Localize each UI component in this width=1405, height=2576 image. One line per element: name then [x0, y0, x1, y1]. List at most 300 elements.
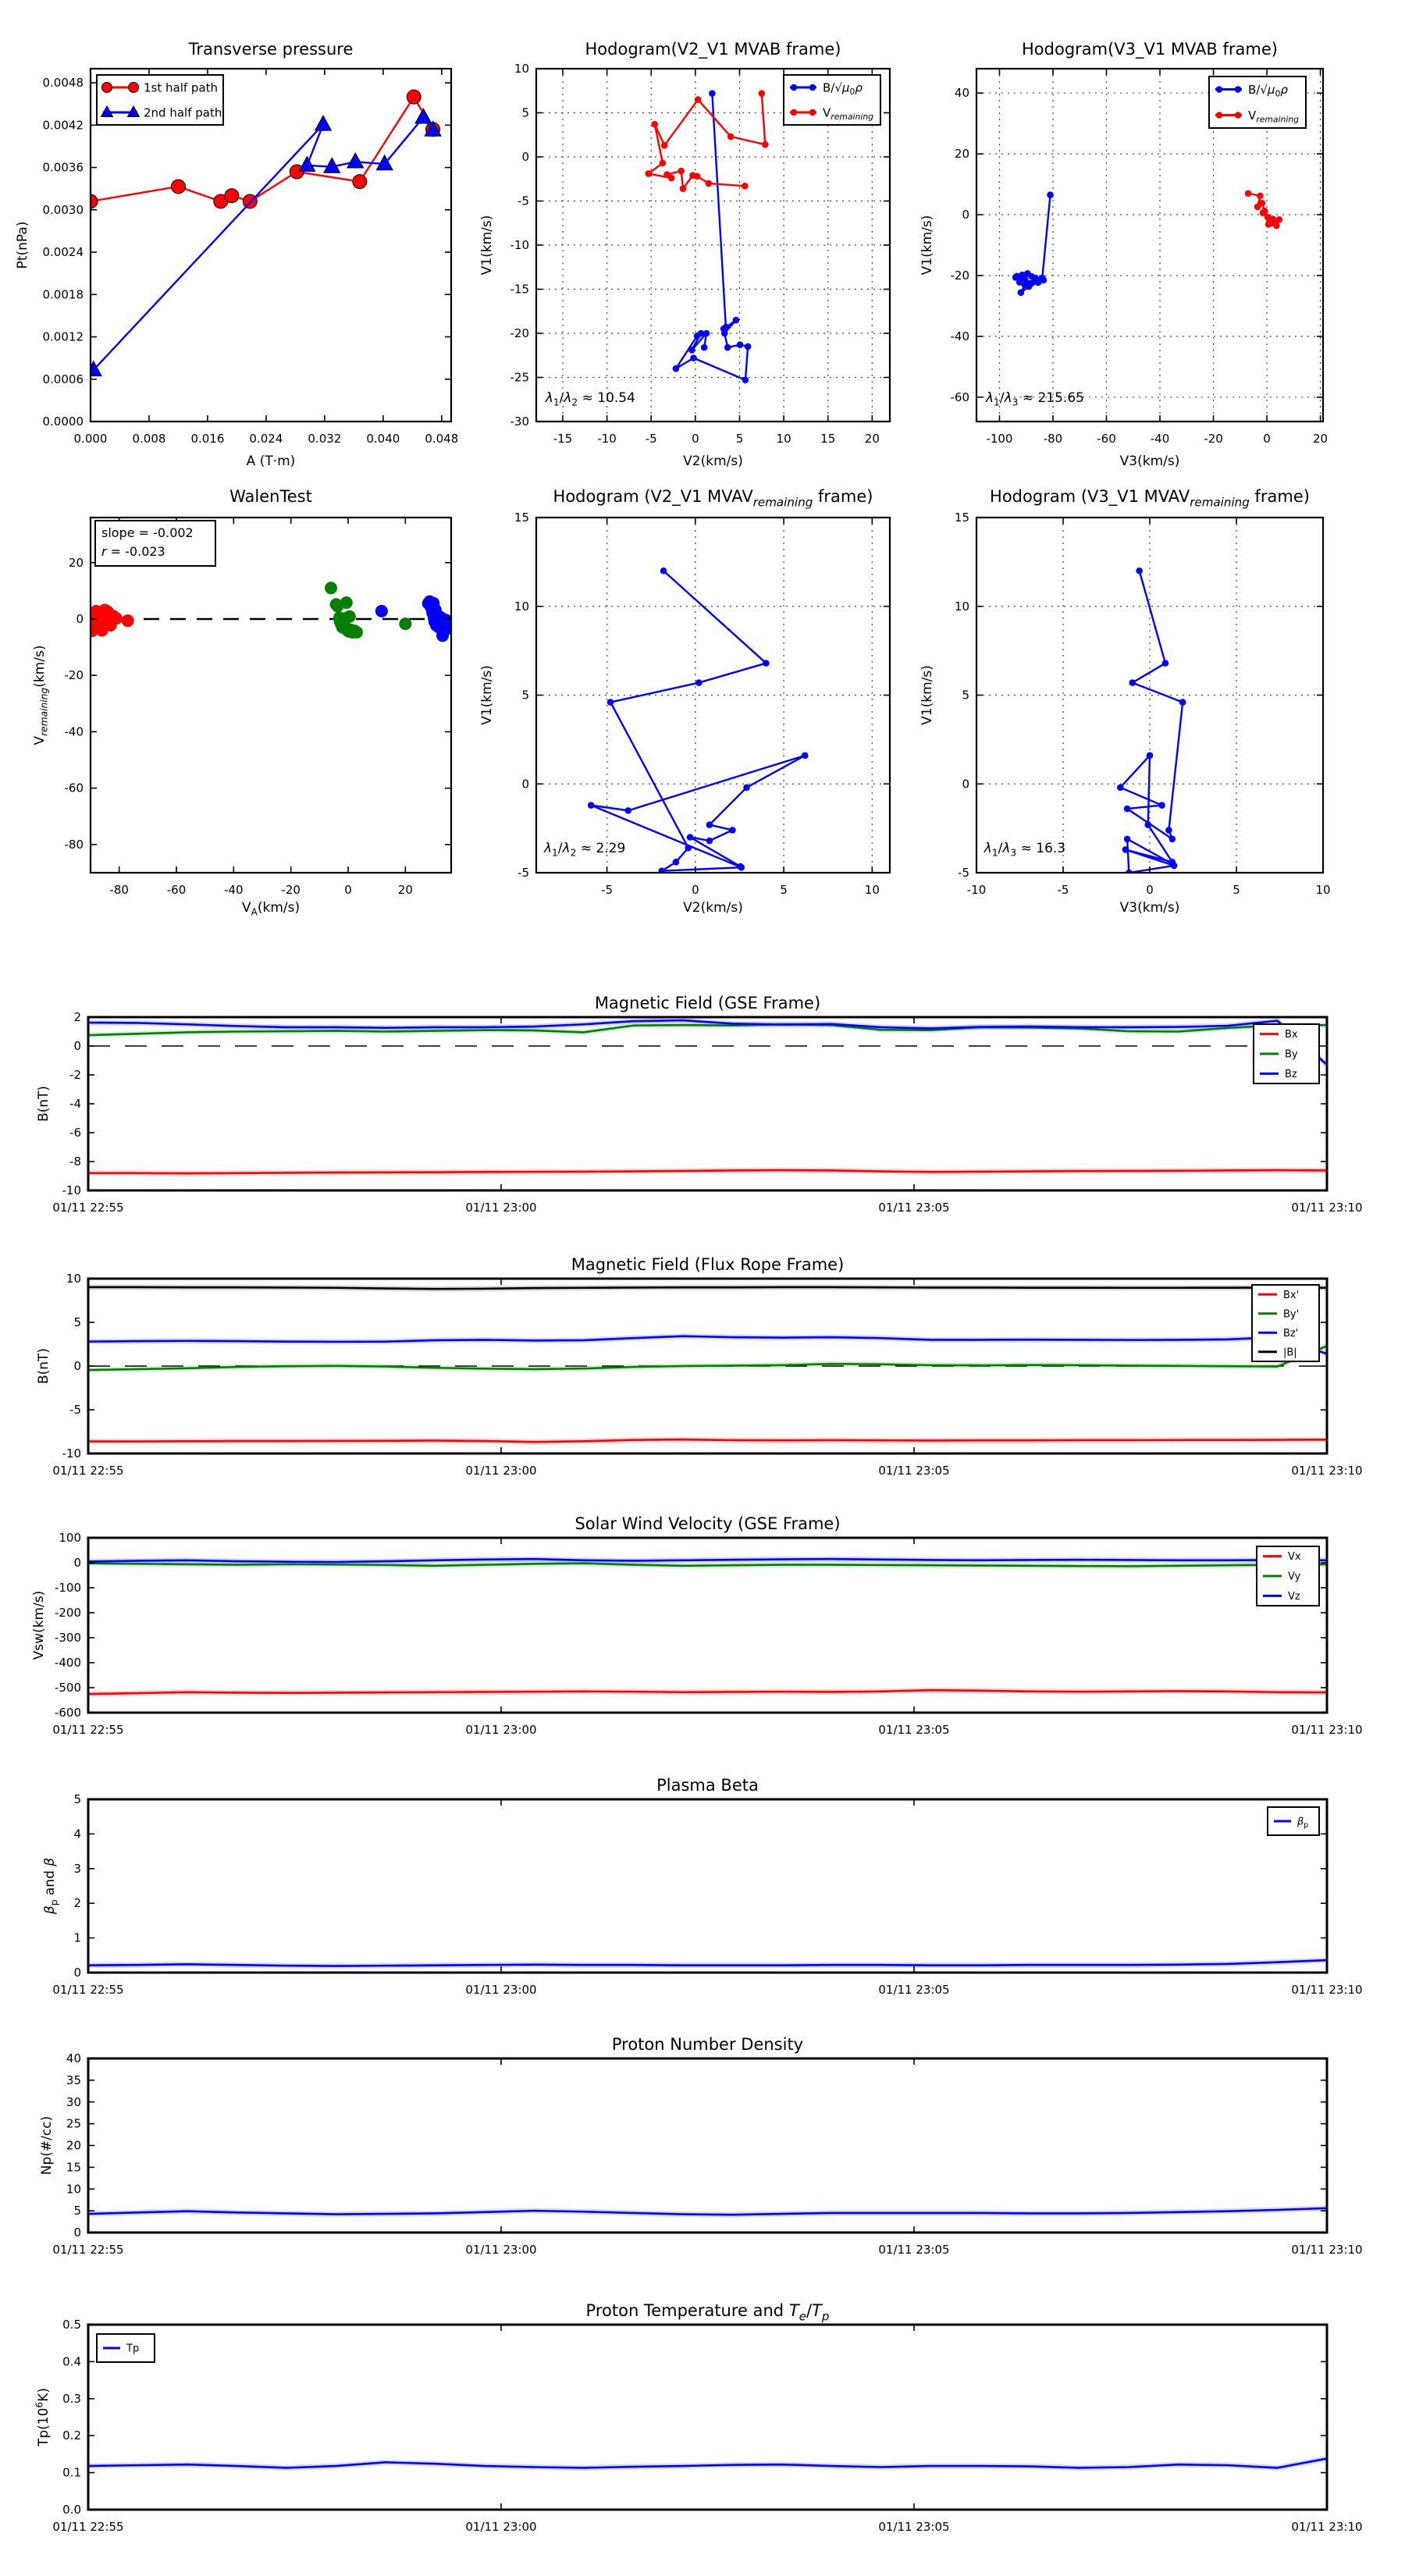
y-tick-label: 20 [954, 147, 969, 162]
circle-marker [1136, 568, 1143, 575]
y-tick-label: 2 [73, 1896, 81, 1911]
y-tick-label: 0.1 [62, 2465, 81, 2480]
panel-solar-wind [31, 1514, 1363, 1737]
panel-mag-flux-rope [36, 1255, 1363, 1478]
circle-marker [340, 596, 353, 609]
y-tick-label: 100 [59, 1531, 81, 1545]
y-tick-label: 0 [73, 2226, 81, 2240]
x-tick-label: 01/11 22:55 [52, 1464, 124, 1478]
circle-marker [695, 96, 702, 103]
legend-label: By' [1283, 1308, 1300, 1321]
y-tick-label: 1 [73, 1930, 81, 1945]
x-tick-label: 0 [692, 432, 699, 446]
x-tick-label: 0 [344, 883, 352, 897]
y-tick-label: 2 [73, 1010, 81, 1024]
y-tick-label: 10 [514, 62, 529, 76]
legend-label: $V_{remaining}$ [823, 105, 874, 123]
x-tick-label: 01/11 23:00 [465, 1464, 537, 1478]
x-tick-label: -15 [553, 432, 573, 446]
x-tick-label: 01/11 22:55 [52, 1723, 124, 1737]
circle-marker [1216, 86, 1223, 93]
y-tick-label: 10 [954, 599, 969, 614]
y-tick-label: 0.3 [62, 2391, 81, 2406]
x-tick-label: -5 [601, 883, 614, 897]
stats-line: slope = -0.002 [101, 525, 194, 540]
y-tick-label: 20 [68, 555, 84, 570]
series-line-V path [591, 571, 805, 870]
circle-marker [399, 617, 411, 630]
legend-label: 2nd half path [144, 105, 222, 120]
circle-marker [680, 185, 687, 192]
y-tick-label: 15 [66, 2160, 81, 2175]
y-tick-label: -60 [64, 781, 84, 795]
y-axis-label: Pt(nPa) [15, 221, 30, 269]
y-tick-label: 4 [73, 1827, 81, 1841]
series-group [84, 90, 441, 375]
legend-label: $V_{remaining}$ [1248, 108, 1300, 125]
panel-proton-density [39, 2035, 1363, 2257]
panel-title: Proton Temperature and $T_e/T_p$ [585, 2301, 830, 2324]
y-tick-label: 0 [73, 1556, 81, 1570]
triangle-marker [347, 153, 364, 168]
lambda-annotation: $\lambda_1/\lambda_2 \approx 10.54$ [545, 390, 635, 408]
y-axis-label: V1(km/s) [919, 665, 935, 725]
circle-marker [1040, 277, 1048, 284]
y-tick-label: 40 [954, 86, 969, 101]
circle-marker [443, 622, 456, 635]
y-tick-label: -60 [950, 390, 969, 404]
panel-title: Magnetic Field (GSE Frame) [594, 994, 821, 1012]
circle-marker [695, 679, 702, 686]
y-tick-label: 30 [66, 2094, 81, 2109]
legend-label: Bx' [1283, 1289, 1300, 1301]
legend-label: Bx [1285, 1029, 1298, 1041]
x-tick-label: -5 [1057, 883, 1069, 897]
panel-title: Hodogram (V3_V1 $MVAV_{remaining}$ frame) [990, 487, 1310, 510]
ticks [955, 511, 1331, 897]
grid [536, 518, 890, 873]
y-tick-label: -40 [950, 329, 969, 343]
triangle-marker [299, 157, 315, 172]
y-tick-label: 10 [66, 1272, 81, 1286]
y-tick-label: -4 [69, 1097, 81, 1111]
x-tick-label: 01/11 23:05 [878, 1723, 950, 1737]
axes-frame [88, 2058, 1327, 2233]
circle-marker [651, 121, 658, 128]
circle-marker [1124, 835, 1131, 842]
circle-marker [763, 660, 770, 667]
x-tick-label: -10 [966, 883, 987, 897]
legend-label: |B| [1283, 1347, 1297, 1359]
y-tick-label: -5 [958, 866, 969, 880]
y-tick-label: -2 [69, 1068, 81, 1082]
lambda-annotation: $\lambda_1/\lambda_3 \approx 215.65$ [985, 390, 1084, 408]
legend-label: Bz [1285, 1068, 1297, 1080]
circle-marker [1047, 191, 1054, 198]
circle-marker [727, 133, 735, 141]
y-tick-label: 0 [962, 777, 969, 792]
x-tick-label: 01/11 22:55 [52, 2520, 124, 2534]
y-tick-label: 5 [962, 688, 969, 703]
circle-marker [1216, 112, 1223, 119]
x-tick-label: 0.024 [249, 432, 283, 446]
circle-marker [678, 168, 685, 175]
y-tick-label: -15 [510, 282, 529, 297]
y-tick-label: -20 [510, 326, 529, 340]
circle-marker [791, 109, 798, 116]
x-tick-label: 01/11 23:00 [465, 1983, 537, 1997]
x-tick-label: -100 [986, 432, 1013, 446]
circle-marker [706, 838, 713, 845]
y-tick-label: 0.0000 [42, 415, 84, 429]
circle-marker [225, 189, 239, 203]
circle-marker [729, 827, 736, 834]
series-group [88, 1559, 1327, 1694]
ticks [52, 1272, 1362, 1478]
axes-frame [88, 1017, 1327, 1190]
series-group [88, 1020, 1327, 1173]
circle-marker [737, 341, 744, 348]
legend-label: 1st half path [144, 80, 219, 95]
legend [97, 75, 223, 125]
y-axis-label: $V_{remaining}(km/s)$ [32, 645, 50, 745]
y-tick-label: -6 [69, 1126, 81, 1140]
circle-marker [102, 83, 112, 93]
legend [1254, 1024, 1319, 1083]
ticks [52, 2051, 1362, 2257]
x-tick-label: 01/11 23:10 [1291, 1201, 1363, 1215]
legend-label: $B/√\mu_0\rho$ [1248, 82, 1288, 99]
circle-marker [1028, 280, 1035, 287]
circle-marker [661, 142, 668, 149]
x-tick-label: -40 [224, 883, 244, 897]
y-axis-label: B(nT) [36, 1347, 52, 1385]
circle-marker [1117, 785, 1124, 792]
panel-hodogram-v2v1-mvav [479, 487, 890, 916]
lambda-annotation: $\lambda_1/\lambda_3 \approx 16.3$ [984, 841, 1066, 859]
circle-marker [353, 175, 367, 189]
x-tick-label: -80 [109, 883, 129, 897]
y-tick-label: -100 [54, 1581, 81, 1595]
circle-marker [129, 83, 139, 93]
x-tick-label: 01/11 23:05 [878, 1201, 950, 1215]
panel-title: Magnetic Field (Flux Rope Frame) [571, 1255, 845, 1274]
triangle-marker [415, 109, 432, 123]
circle-marker [694, 173, 701, 180]
panel-walen-test [32, 487, 456, 917]
y-tick-label: -10 [62, 1446, 81, 1461]
circle-marker [1169, 860, 1176, 867]
legend [784, 75, 880, 125]
x-tick-label: -40 [1150, 432, 1170, 446]
y-tick-label: 0.0024 [42, 245, 84, 260]
series-line-V path [1120, 571, 1183, 873]
y-tick-label: -200 [54, 1606, 81, 1620]
series-group [84, 582, 456, 642]
circle-marker [737, 863, 744, 870]
panel-title: Solar Wind Velocity (GSE Frame) [574, 1514, 841, 1533]
legend-label: Vx [1288, 1551, 1301, 1564]
x-tick-label: 01/11 23:00 [465, 2243, 537, 2257]
axes-frame [88, 2325, 1327, 2510]
x-tick-label: 01/11 23:05 [878, 1464, 950, 1478]
legend-label: $\beta_p$ [1297, 1816, 1309, 1830]
x-tick-label: -10 [597, 432, 617, 446]
circle-marker [660, 160, 667, 167]
x-tick-label: 0 [1146, 883, 1154, 897]
x-tick-label: 0.008 [132, 432, 166, 446]
x-tick-label: 0 [692, 883, 699, 897]
y-tick-label: -30 [510, 415, 529, 429]
y-tick-label: 20 [66, 2138, 81, 2153]
circle-marker [724, 344, 731, 351]
y-tick-label: -20 [950, 268, 969, 283]
circle-marker [758, 90, 765, 97]
circle-marker [660, 568, 667, 575]
circle-marker [325, 582, 337, 594]
circle-marker [588, 802, 595, 809]
circle-marker [1122, 846, 1129, 853]
series-group [646, 90, 769, 383]
circle-marker [721, 330, 728, 337]
y-tick-label: 0.0042 [42, 118, 84, 133]
y-tick-label: -400 [54, 1656, 81, 1670]
y-tick-label: 0.0012 [42, 329, 84, 344]
x-tick-label: 5 [735, 432, 744, 446]
y-tick-label: 40 [66, 2051, 81, 2065]
y-tick-label: 10 [66, 2182, 81, 2197]
series-line-2nd half path [94, 117, 433, 370]
panel-title: Transverse pressure [188, 40, 354, 59]
x-tick-label: 01/11 23:00 [465, 1201, 537, 1215]
x-tick-label: 01/11 23:00 [465, 2520, 537, 2534]
circle-marker [1273, 222, 1280, 229]
x-tick-label: 01/11 23:05 [878, 1983, 950, 1997]
series-group [88, 1287, 1327, 1442]
y-tick-label: -10 [510, 238, 529, 252]
panel-title: Plasma Beta [656, 1776, 759, 1795]
series-halo-Bz' [88, 1336, 1327, 1354]
y-tick-label: 0.0018 [42, 287, 84, 302]
y-tick-label: -5 [518, 194, 529, 208]
y-axis-label: V1(km/s) [479, 665, 495, 725]
circle-marker [1235, 86, 1242, 93]
x-axis-label: V2(km/s) [683, 454, 743, 469]
legend-label: Tp [126, 2343, 140, 2355]
axes-frame [91, 518, 451, 873]
x-tick-label: -60 [166, 883, 187, 897]
circle-marker [1276, 216, 1283, 223]
series-group [1012, 190, 1282, 296]
series-line-By' [88, 1346, 1327, 1370]
x-tick-label: -5 [645, 432, 657, 446]
y-tick-label: 0.5 [62, 2318, 81, 2332]
y-tick-label: -10 [62, 1183, 81, 1197]
y-tick-label: 0 [73, 1039, 81, 1053]
x-tick-label: 01/11 22:55 [52, 1983, 124, 1997]
y-tick-label: -5 [69, 1403, 81, 1417]
y-axis-label: $Tp(10^6K)$ [34, 2387, 52, 2447]
y-tick-label: 3 [73, 1861, 81, 1876]
circle-marker [687, 834, 694, 841]
panel-title: Hodogram(V3_V1 MVAB frame) [1022, 40, 1278, 59]
circle-marker [350, 626, 363, 639]
circle-marker [690, 354, 697, 361]
y-tick-label: 15 [954, 511, 969, 525]
x-tick-label: 01/11 23:10 [1291, 1723, 1363, 1737]
y-tick-label: -80 [64, 837, 84, 852]
y-axis-label: $\beta_p$ and β [42, 1857, 60, 1915]
y-axis-label: V1(km/s) [919, 215, 935, 276]
y-axis-label: V1(km/s) [479, 215, 495, 276]
circle-marker [1169, 835, 1176, 842]
y-tick-label: -25 [510, 370, 529, 385]
circle-marker [343, 610, 356, 623]
panel-transverse-pressure [15, 40, 458, 469]
circle-marker [1144, 821, 1151, 828]
panel-title: Hodogram(V2_V1 MVAB frame) [585, 40, 841, 59]
legend-label: Bz' [1283, 1327, 1299, 1340]
circle-marker [1147, 753, 1154, 760]
circle-marker [1124, 806, 1131, 813]
circle-marker [1257, 193, 1264, 200]
y-tick-label: 0.0 [62, 2503, 81, 2517]
x-axis-label: V3(km/s) [1119, 900, 1180, 916]
x-tick-label: 5 [780, 883, 788, 897]
y-tick-label: 0 [521, 150, 529, 164]
circle-marker [1158, 802, 1165, 809]
y-tick-label: -20 [64, 668, 84, 683]
y-axis-label: B(nT) [36, 1085, 52, 1123]
legend-label: $B/√\mu_0\rho$ [823, 80, 863, 98]
y-tick-label: 5 [73, 2204, 81, 2218]
panel-plasma-beta [42, 1776, 1363, 1997]
x-tick-label: -20 [281, 883, 301, 897]
y-tick-label: -500 [54, 1681, 81, 1695]
panel-hodogram-v3v1-mvav [919, 487, 1331, 916]
circle-marker [122, 614, 134, 627]
circle-marker [809, 84, 816, 91]
circle-marker [607, 699, 614, 706]
circle-marker [1245, 190, 1252, 197]
x-tick-label: 0 [1263, 432, 1271, 446]
panel-mag-gse [36, 994, 1363, 1215]
panel-title: Proton Number Density [611, 2035, 804, 2054]
legend [1257, 1546, 1319, 1606]
y-tick-label: 5 [73, 1315, 81, 1329]
circle-marker [791, 84, 798, 91]
panel-hodogram-v3v1-mvab [919, 40, 1328, 469]
y-tick-label: -8 [69, 1155, 81, 1169]
circle-marker [624, 807, 631, 814]
circle-marker [646, 170, 653, 177]
x-tick-label: -20 [1204, 432, 1223, 446]
grid [976, 518, 1323, 873]
x-tick-label: 01/11 23:05 [878, 2243, 950, 2257]
circle-marker [742, 183, 749, 190]
circle-marker [1269, 216, 1276, 223]
y-tick-label: 15 [514, 511, 529, 525]
x-tick-label: 5 [1232, 883, 1240, 897]
lambda-annotation: $\lambda_1/\lambda_2 \approx 2.29$ [543, 841, 626, 859]
legend [97, 2334, 155, 2362]
legend [1209, 76, 1306, 128]
x-tick-label: 01/11 23:05 [878, 2520, 950, 2534]
x-tick-label: 01/11 23:10 [1291, 1464, 1363, 1478]
x-tick-label: -80 [1043, 432, 1063, 446]
circle-marker [809, 109, 816, 116]
ticks [52, 1010, 1362, 1215]
panel-hodogram-v2v1-mvab [479, 40, 890, 469]
y-tick-label: 25 [66, 2116, 81, 2131]
circle-marker [1024, 270, 1031, 277]
x-tick-label: 01/11 23:10 [1291, 2243, 1363, 2257]
x-tick-label: 01/11 23:10 [1291, 1983, 1363, 1997]
x-tick-label: 20 [397, 883, 413, 897]
y-tick-label: 10 [514, 599, 529, 614]
y-tick-label: 0 [73, 1359, 81, 1373]
x-tick-label: 01/11 23:00 [465, 1723, 537, 1737]
ticks [52, 2318, 1362, 2534]
x-tick-label: 10 [776, 432, 791, 446]
x-axis-label: A (T·m) [246, 454, 296, 469]
legend-label: By [1285, 1048, 1298, 1061]
circle-marker [685, 845, 692, 852]
y-tick-label: -5 [518, 866, 529, 880]
legend-label: Vy [1288, 1571, 1301, 1583]
circle-marker [1259, 200, 1266, 207]
circle-marker [762, 141, 769, 148]
y-tick-label: 5 [521, 688, 529, 703]
y-tick-label: -300 [54, 1631, 81, 1645]
circle-marker [701, 344, 708, 351]
y-tick-label: 0.0030 [42, 202, 84, 217]
circle-marker [706, 180, 713, 187]
x-tick-label: 0.016 [190, 432, 225, 446]
y-tick-label: 0.2 [62, 2428, 81, 2443]
legend [1252, 1285, 1319, 1361]
x-tick-label: -60 [1097, 432, 1116, 446]
y-tick-label: 0.0006 [42, 372, 84, 386]
x-tick-label: 0.032 [308, 432, 342, 446]
x-tick-label: 10 [1315, 883, 1331, 897]
x-tick-label: 15 [820, 432, 836, 446]
circle-marker [96, 624, 108, 636]
circle-marker [709, 90, 716, 97]
series-group [1117, 568, 1186, 876]
circle-marker [1162, 660, 1169, 667]
y-tick-label: 0 [962, 208, 969, 222]
circle-marker [673, 859, 680, 866]
panel-proton-temp [34, 2301, 1362, 2534]
circle-marker [745, 343, 752, 350]
x-axis-label: V3(km/s) [1119, 454, 1180, 469]
legend [1268, 1807, 1319, 1835]
x-axis-label: $V_A(km/s)$ [241, 900, 301, 918]
x-tick-label: 01/11 22:55 [52, 2243, 124, 2257]
series-group [88, 2459, 1327, 2468]
y-tick-label: 0.4 [62, 2354, 81, 2369]
circle-marker [1165, 827, 1172, 834]
series-line-B/sqrt(mu0 rho) [676, 94, 748, 380]
axes-frame [88, 1799, 1327, 1973]
circle-marker [1179, 699, 1186, 706]
y-axis-label: Np(#/cc) [39, 2115, 55, 2176]
circle-marker [375, 605, 388, 617]
x-tick-label: 20 [864, 432, 880, 446]
y-tick-label: 35 [66, 2073, 81, 2087]
circle-marker [733, 317, 740, 324]
